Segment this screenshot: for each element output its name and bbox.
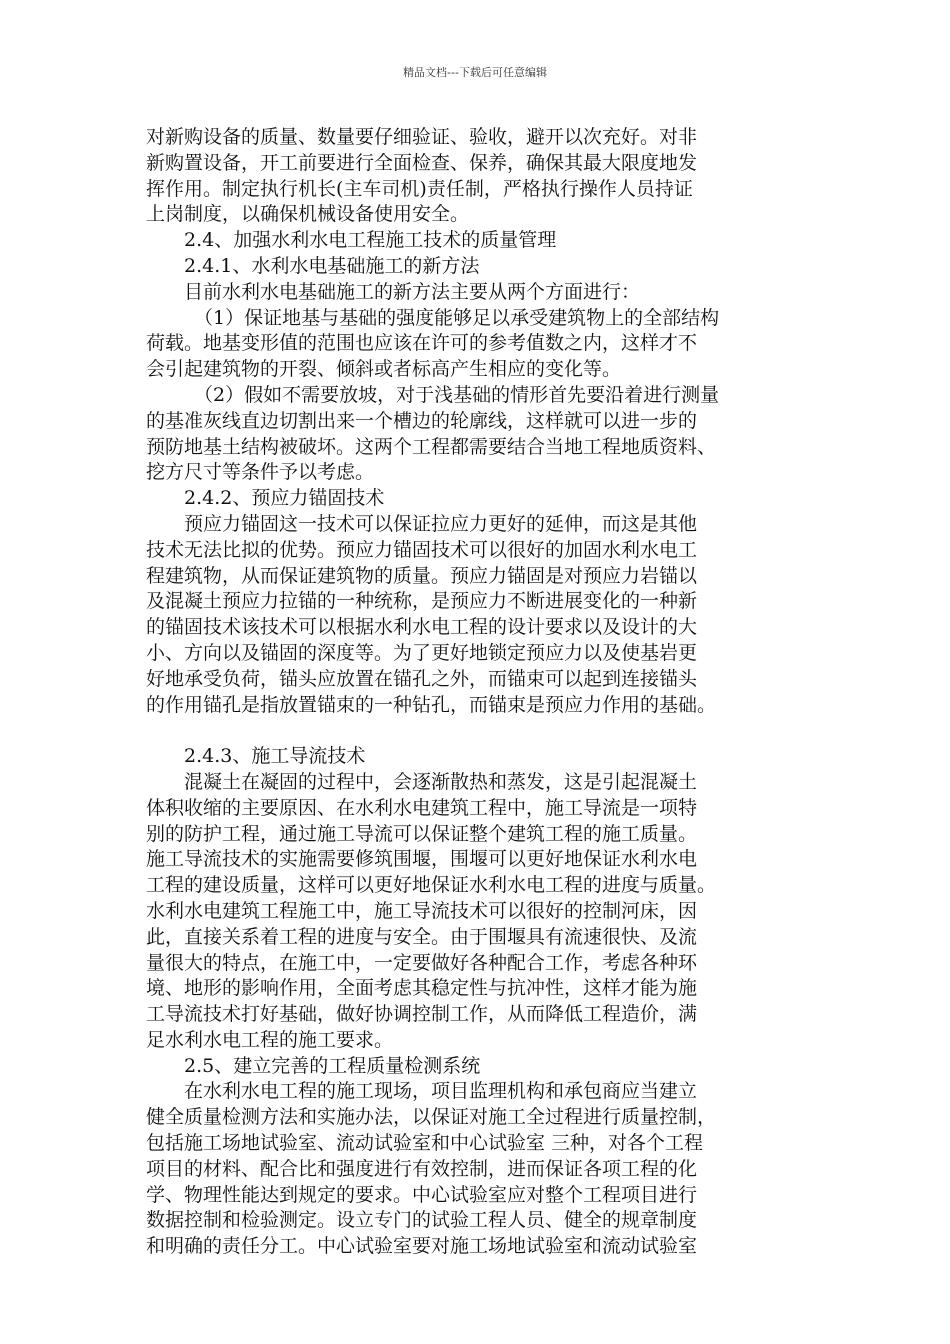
text-line: 挖方尺寸等条件予以考虑。	[146, 461, 375, 484]
text-line: 会引起建筑物的开裂、倾斜或者标高产生相应的变化等。	[146, 358, 622, 381]
text-line: 包括施工场地试验室、流动试验室和中心试验室 三种，对各个工程	[146, 1132, 704, 1155]
text-line: 目前水利水电基础施工的新方法主要从两个方面进行：	[184, 280, 641, 303]
text-line: 对新购设备的质量、数量要仔细验证、验收，避开以次充好。对非	[146, 126, 698, 148]
text-line: 预防地基土结构被破坏。这两个工程都需要结合当地工程地质资料、	[146, 435, 717, 458]
text-line: 体积收缩的主要原因、在水利水电建筑工程中，施工导流是一项特	[146, 796, 698, 819]
text-line: 预应力锚固这一技术可以保证拉应力更好的延伸，而这是其他	[184, 512, 698, 535]
text-line: 2.5、建立完善的工程质量检测系统	[184, 1054, 481, 1077]
document-body	[146, 125, 806, 1260]
text-line: 境、地形的影响作用，全面考虑其稳定性与抗冲性，这样才能为施	[146, 977, 698, 1000]
text-line: 工程的建设质量，这样可以更好地保证水利水电工程的进度与质量。	[146, 874, 717, 897]
text-line: 的锚固技术该技术可以根据水利水电工程的设计要求以及设计的大	[146, 616, 698, 639]
text-line: （1）保证地基与基础的强度能够足以承受建筑物上的全部结构	[194, 306, 720, 329]
text-line: 和明确的责任分工。中心试验室要对施工场地试验室和流动试验室	[146, 1235, 698, 1258]
text-line: 及混凝土预应力拉锚的一种统称，是预应力不断进展变化的一种新	[146, 590, 698, 613]
text-line: 好地承受负荷，锚头应放置在锚孔之外，而锚束可以起到连接锚头	[146, 667, 698, 690]
text-line: 2.4.3、施工导流技术	[184, 745, 366, 768]
text-line: 量很大的特点，在施工中，一定要做好各种配合工作，考虑各种环	[146, 951, 698, 974]
text-line: 在水利水电工程的施工现场，项目监理机构和承包商应当建立	[184, 1080, 698, 1103]
text-line: 项目的材料、配合比和强度进行有效控制，进而保证各项工程的化	[146, 1157, 698, 1180]
blank-line	[146, 718, 806, 744]
text-line: 水利水电建筑工程施工中，施工导流技术可以很好的控制河床，因	[146, 899, 698, 922]
text-line: 上岗制度，以确保机械设备使用安全。	[146, 203, 470, 226]
text-line: 小、方向以及锚固的深度等。为了更好地锁定预应力以及使基岩更	[146, 641, 698, 664]
text-line: （2）假如不需要放坡，对于浅基础的情形首先要沿着进行测量	[194, 383, 720, 406]
text-line: 足水利水电工程的施工要求。	[146, 1028, 394, 1051]
text-line: 健全质量检测方法和实施办法，以保证对施工全过程进行质量控制，	[146, 1106, 717, 1129]
text-line: 的作用锚孔是指放置锚束的一种钻孔，而锚束是预应力作用的基础。	[146, 693, 717, 716]
text-line: 2.4、加强水利水电工程施工技术的质量管理	[184, 229, 557, 252]
page-header: 精品文档---下载后可任意编辑	[403, 66, 547, 79]
text-line: 的基准灰线直边切割出来一个槽边的轮廓线，这样就可以进一步的	[146, 409, 698, 432]
text-line: 数据控制和检验测定。设立专门的试验工程人员、健全的规章制度	[146, 1209, 698, 1232]
text-line: 2.4.1、水利水电基础施工的新方法	[184, 254, 480, 277]
text-line: 施工导流技术的实施需要修筑围堰，围堰可以更好地保证水利水电	[146, 848, 698, 871]
text-line: 2.4.2、预应力锚固技术	[184, 487, 385, 510]
text-line: 工导流技术打好基础，做好协调控制工作，从而降低工程造价，满	[146, 1003, 698, 1026]
text-line: 别的防护工程，通过施工导流可以保证整个建筑工程的施工质量。	[146, 822, 698, 845]
text-line: 新购置设备，开工前要进行全面检查、保养，确保其最大限度地发	[146, 151, 698, 174]
text-line: 学、物理性能达到规定的要求。中心试验室应对整个工程项目进行	[146, 1183, 698, 1206]
text-line: 程建筑物，从而保证建筑物的质量。预应力锚固是对预应力岩锚以	[146, 564, 698, 587]
text-line: 荷载。地基变形值的范围也应该在许可的参考值数之内，这样才不	[146, 332, 698, 355]
text-line: 挥作用。制定执行机长(主车司机)责任制，严格执行操作人员持证	[146, 177, 693, 200]
text-line: 技术无法比拟的优势。预应力锚固技术可以很好的加固水利水电工	[146, 538, 698, 561]
text-line: 混凝土在凝固的过程中，会逐渐散热和蒸发，这是引起混凝土	[184, 770, 698, 793]
text-line: 此，直接关系着工程的进度与安全。由于围堰具有流速很快、及流	[146, 925, 698, 948]
